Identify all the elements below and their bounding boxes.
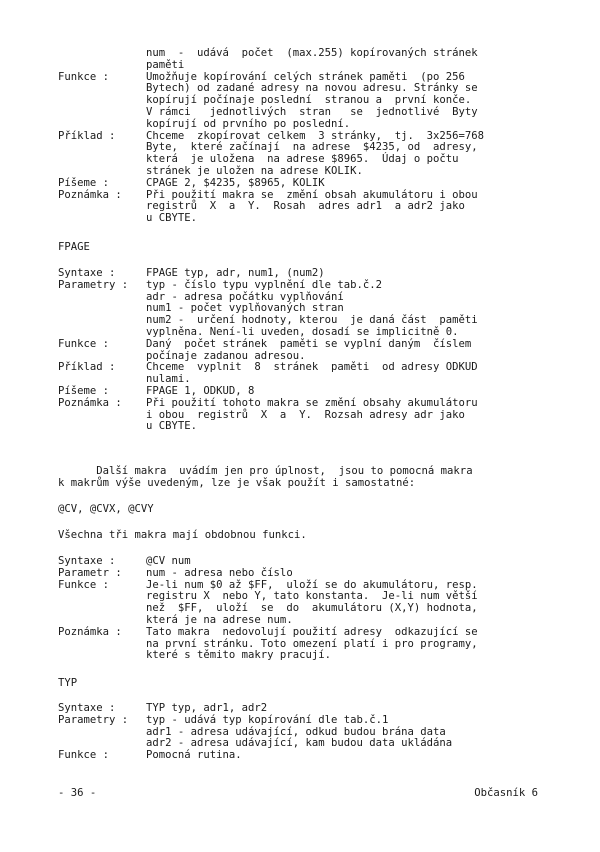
field-label: Píšeme : <box>58 176 110 189</box>
text-line: na první stránku. Toto omezení platí i pro programy, <box>146 637 478 650</box>
section-heading-typ: TYP <box>58 677 78 689</box>
text-line: Pomocná rutina. <box>146 749 242 762</box>
section-note-cv: Všechna tři makra mají obdobnou funkci. <box>58 529 307 541</box>
field-label: Příklad : <box>58 129 116 142</box>
text-line: num - udává počet (max.255) kopírovaných stránek <box>146 47 478 59</box>
field-label: Funkce : <box>58 749 110 762</box>
field-label: Syntaxe : <box>58 702 116 714</box>
text-line: nulami. <box>146 373 191 386</box>
text-line: která je uložena na adrese $8965. Údaj o počtu <box>146 153 459 166</box>
field-label: Funkce : <box>58 337 110 350</box>
field-label: Syntaxe : <box>58 555 116 567</box>
text-line: Další makra uvádím jen pro úplnost, jsou to pomocná makra <box>58 465 473 477</box>
field-row-parametry <box>58 280 538 339</box>
text-line: i obou registrů X a Y. Rozsah adresy adr jako <box>146 408 465 421</box>
field-row-funkce <box>58 339 538 363</box>
section-heading-cv: @CV, @CVX, @CVY <box>58 503 154 515</box>
intro-row <box>58 48 538 72</box>
text-line: Při použití tohoto makra se změní obsahy akumulátoru <box>146 396 478 409</box>
field-row-poznamka <box>58 627 538 662</box>
field-label: Syntaxe : <box>58 267 116 279</box>
field-row-parametry <box>58 715 538 750</box>
field-label: Funkce : <box>58 578 110 591</box>
text-line: typ - udává typ kopírování dle tab.č.1 <box>146 713 389 726</box>
text-line: k makrům výše uvedeným, lze je však použít i samostatné: <box>58 476 416 489</box>
field-row-funkce <box>58 580 538 627</box>
text-line: než $FF, uloží se do akumulátoru (X,Y) hodnota, <box>146 602 478 615</box>
text-line: registrů X a Y. Rosah adres adr1 a adr2 jako <box>146 200 465 213</box>
field-row-poznamka <box>58 190 538 225</box>
text-line: stránek je uložen na adrese KOLIK. <box>146 164 363 177</box>
text-line: Tato makra nedovolují použití adresy odkazující se <box>146 625 478 638</box>
text-line: paměti <box>146 58 185 71</box>
field-row-syntaxe <box>58 556 538 568</box>
field-row-poznamka <box>58 398 538 433</box>
text-line: TYP typ, adr1, adr2 <box>146 702 268 714</box>
cv-section <box>58 556 538 662</box>
text-line: num - adresa nebo číslo <box>146 566 293 579</box>
publication-name: Občasník 6 <box>474 787 538 799</box>
text-line: @CV num <box>146 555 191 567</box>
field-row-piseme <box>58 386 538 398</box>
text-line: Umožňuje kopírování celých stránek paměti (po 256 <box>146 70 465 83</box>
text-line: Bytech) od zadané adresy na novou adresu. Stránky se <box>146 82 478 95</box>
text-line: u CBYTE. <box>146 212 198 225</box>
text-line: FPAGE 1, ODKUD, 8 <box>146 384 255 397</box>
field-row-funkce <box>58 750 538 762</box>
typ-section <box>58 703 538 762</box>
text-line: počínaje zadanou adresou. <box>146 349 306 362</box>
intro-paragraph <box>58 466 538 490</box>
text-line: která je na adrese num. <box>146 613 293 626</box>
page-number: - 36 - <box>58 787 97 799</box>
field-label: Píšeme : <box>58 384 110 397</box>
cpage-section <box>58 48 538 225</box>
text-line: typ - číslo typu vyplnění dle tab.č.2 <box>146 278 382 291</box>
text-line: FPAGE typ, adr, num1, (num2) <box>146 267 325 279</box>
text-line: adr2 - adresa udávající, kam budou data ukládána <box>146 737 453 750</box>
field-label: Poznámka : <box>58 625 122 638</box>
text-line: Chceme vyplnit 8 stránek paměti od adresy ODKUD <box>146 361 478 374</box>
text-line: V rámci jednotlivých stran se jednotlivé Byty <box>146 105 478 118</box>
field-row-priklad <box>58 362 538 386</box>
field-label: Parametr : <box>58 566 122 579</box>
field-label: Poznámka : <box>58 396 122 409</box>
field-row-parametr <box>58 568 538 580</box>
field-row-funkce <box>58 72 538 131</box>
text-line: Je-li num $0 až $FF, uloží se do akumulátoru, resp. <box>146 578 478 591</box>
text-line: které s těmito makry pracují. <box>146 649 331 662</box>
field-label: Příklad : <box>58 361 116 374</box>
text-line: Byte, které začínají na adrese $4235, od adresy, <box>146 141 478 154</box>
text-line: num1 - počet vyplňovaných stran <box>146 302 344 315</box>
text-line: Daný počet stránek paměti se vyplní daným číslem <box>146 337 472 350</box>
field-label: Poznámka : <box>58 188 122 201</box>
text-line: kopírují počínaje poslední stranou a první konče. <box>146 94 472 107</box>
text-line: kopírují od prvního po poslední. <box>146 117 351 130</box>
text-line: num2 - určení hodnoty, kterou je daná část paměti <box>146 314 478 327</box>
field-label: Parametry : <box>58 713 129 726</box>
text-line: u CBYTE. <box>146 420 198 433</box>
text-line: Při použití makra se změní obsah akumulátoru i obou <box>146 188 478 201</box>
text-line: CPAGE 2, $4235, $8965, KOLIK <box>146 176 325 189</box>
section-heading-fpage: FPAGE <box>58 241 90 253</box>
text-line: vyplněna. Není-li uveden, dosadí se implicitně 0. <box>146 325 459 338</box>
text-line: Chceme zkopírovat celkem 3 stránky, tj. 3x256=768 <box>146 129 485 142</box>
field-label: Funkce : <box>58 70 110 83</box>
page-footer <box>58 788 538 800</box>
field-row-priklad <box>58 131 538 178</box>
field-label: Parametry : <box>58 278 129 291</box>
text-line: adr - adresa počátku vyplňování <box>146 290 344 303</box>
field-row-piseme <box>58 178 538 190</box>
fpage-section <box>58 268 538 433</box>
text-line: adr1 - adresa udávající, odkud budou brána data <box>146 725 446 738</box>
text-line: registru X nebo Y, tato konstanta. Je-li num větší <box>146 590 478 603</box>
